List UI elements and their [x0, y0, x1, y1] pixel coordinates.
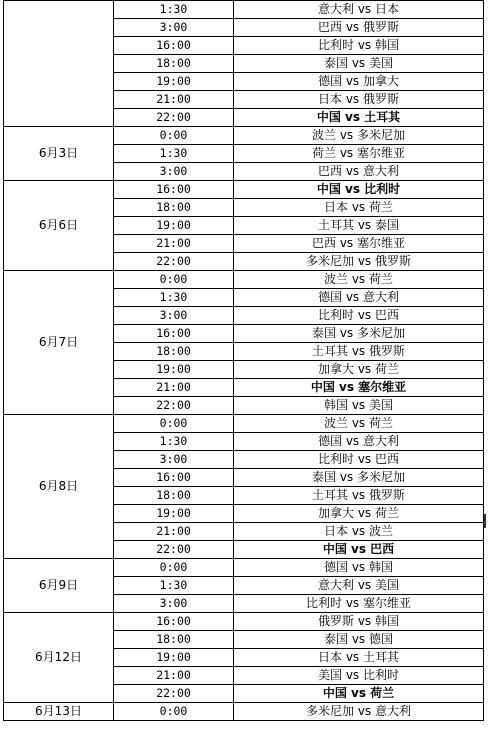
- match-cell: 比利时 vs 巴西: [234, 451, 484, 469]
- time-cell: 3:00: [114, 595, 234, 613]
- time-cell: 21:00: [114, 667, 234, 685]
- time-cell: 1:30: [114, 1, 234, 19]
- date-cell: 6月6日: [4, 181, 114, 271]
- table-row: [4, 127, 484, 145]
- match-cell: 巴西 vs 意大利: [234, 163, 484, 181]
- match-cell: 波兰 vs 荷兰: [234, 271, 484, 289]
- time-cell: 19:00: [114, 649, 234, 667]
- table-row: [4, 1, 484, 19]
- match-cell: 泰国 vs 多米尼加: [234, 325, 484, 343]
- table-row: [4, 559, 484, 577]
- match-cell: 德国 vs 意大利: [234, 433, 484, 451]
- match-cell: 日本 vs 俄罗斯: [234, 91, 484, 109]
- time-cell: 1:30: [114, 577, 234, 595]
- date-cell: [4, 1, 114, 127]
- time-cell: 0:00: [114, 415, 234, 433]
- table-row: [4, 271, 484, 289]
- match-cell: 泰国 vs 德国: [234, 631, 484, 649]
- match-cell: 巴西 vs 俄罗斯: [234, 19, 484, 37]
- match-cell: 日本 vs 波兰: [234, 523, 484, 541]
- date-cell: 6月12日: [4, 613, 114, 703]
- time-cell: 21:00: [114, 235, 234, 253]
- time-cell: 3:00: [114, 19, 234, 37]
- match-cell: 波兰 vs 荷兰: [234, 415, 484, 433]
- match-cell: 比利时 vs 巴西: [234, 307, 484, 325]
- time-cell: 18:00: [114, 199, 234, 217]
- time-cell: 22:00: [114, 253, 234, 271]
- time-cell: 16:00: [114, 469, 234, 487]
- scroll-marker: [484, 514, 486, 528]
- time-cell: 22:00: [114, 397, 234, 415]
- time-cell: 19:00: [114, 361, 234, 379]
- time-cell: 0:00: [114, 703, 234, 721]
- time-cell: 22:00: [114, 109, 234, 127]
- table-row: [4, 181, 484, 199]
- time-cell: 0:00: [114, 559, 234, 577]
- time-cell: 16:00: [114, 613, 234, 631]
- table-row: [4, 703, 484, 721]
- match-cell: 加拿大 vs 荷兰: [234, 361, 484, 379]
- match-cell: 泰国 vs 美国: [234, 55, 484, 73]
- match-cell: 巴西 vs 塞尔维亚: [234, 235, 484, 253]
- time-cell: 3:00: [114, 163, 234, 181]
- match-cell: 日本 vs 荷兰: [234, 199, 484, 217]
- match-cell: 土耳其 vs 俄罗斯: [234, 343, 484, 361]
- schedule-table: [3, 0, 484, 721]
- match-cell: 日本 vs 土耳其: [234, 649, 484, 667]
- schedule-body: [4, 1, 484, 721]
- time-cell: 21:00: [114, 91, 234, 109]
- date-cell: 6月7日: [4, 271, 114, 415]
- date-cell: 6月13日: [4, 703, 114, 721]
- time-cell: 1:30: [114, 145, 234, 163]
- match-cell: 多米尼加 vs 俄罗斯: [234, 253, 484, 271]
- match-cell: 土耳其 vs 泰国: [234, 217, 484, 235]
- time-cell: 0:00: [114, 271, 234, 289]
- match-cell: 韩国 vs 美国: [234, 397, 484, 415]
- date-cell: 6月8日: [4, 415, 114, 559]
- match-cell: 中国 vs 比利时: [234, 181, 484, 199]
- match-cell: 波兰 vs 多米尼加: [234, 127, 484, 145]
- match-cell: 中国 vs 塞尔维亚: [234, 379, 484, 397]
- time-cell: 22:00: [114, 541, 234, 559]
- match-cell: 意大利 vs 日本: [234, 1, 484, 19]
- time-cell: 19:00: [114, 73, 234, 91]
- match-cell: 荷兰 vs 塞尔维亚: [234, 145, 484, 163]
- match-cell: 加拿大 vs 荷兰: [234, 505, 484, 523]
- date-cell: 6月9日: [4, 559, 114, 613]
- match-cell: 中国 vs 巴西: [234, 541, 484, 559]
- time-cell: 1:30: [114, 289, 234, 307]
- match-cell: 俄罗斯 vs 韩国: [234, 613, 484, 631]
- table-row: [4, 415, 484, 433]
- match-cell: 比利时 vs 塞尔维亚: [234, 595, 484, 613]
- time-cell: 0:00: [114, 127, 234, 145]
- time-cell: 21:00: [114, 379, 234, 397]
- match-cell: 德国 vs 加拿大: [234, 73, 484, 91]
- time-cell: 18:00: [114, 55, 234, 73]
- time-cell: 19:00: [114, 505, 234, 523]
- time-cell: 22:00: [114, 685, 234, 703]
- match-cell: 中国 vs 土耳其: [234, 109, 484, 127]
- match-cell: 美国 vs 比利时: [234, 667, 484, 685]
- table-row: [4, 613, 484, 631]
- time-cell: 19:00: [114, 217, 234, 235]
- match-cell: 德国 vs 意大利: [234, 289, 484, 307]
- date-cell: 6月3日: [4, 127, 114, 181]
- match-cell: 多米尼加 vs 意大利: [234, 703, 484, 721]
- match-cell: 比利时 vs 韩国: [234, 37, 484, 55]
- match-cell: 中国 vs 荷兰: [234, 685, 484, 703]
- match-cell: 意大利 vs 美国: [234, 577, 484, 595]
- time-cell: 18:00: [114, 631, 234, 649]
- match-cell: 泰国 vs 多米尼加: [234, 469, 484, 487]
- time-cell: 3:00: [114, 307, 234, 325]
- time-cell: 16:00: [114, 181, 234, 199]
- time-cell: 18:00: [114, 343, 234, 361]
- time-cell: 1:30: [114, 433, 234, 451]
- time-cell: 3:00: [114, 451, 234, 469]
- time-cell: 16:00: [114, 37, 234, 55]
- time-cell: 21:00: [114, 523, 234, 541]
- time-cell: 16:00: [114, 325, 234, 343]
- match-cell: 土耳其 vs 俄罗斯: [234, 487, 484, 505]
- match-cell: 德国 vs 韩国: [234, 559, 484, 577]
- time-cell: 18:00: [114, 487, 234, 505]
